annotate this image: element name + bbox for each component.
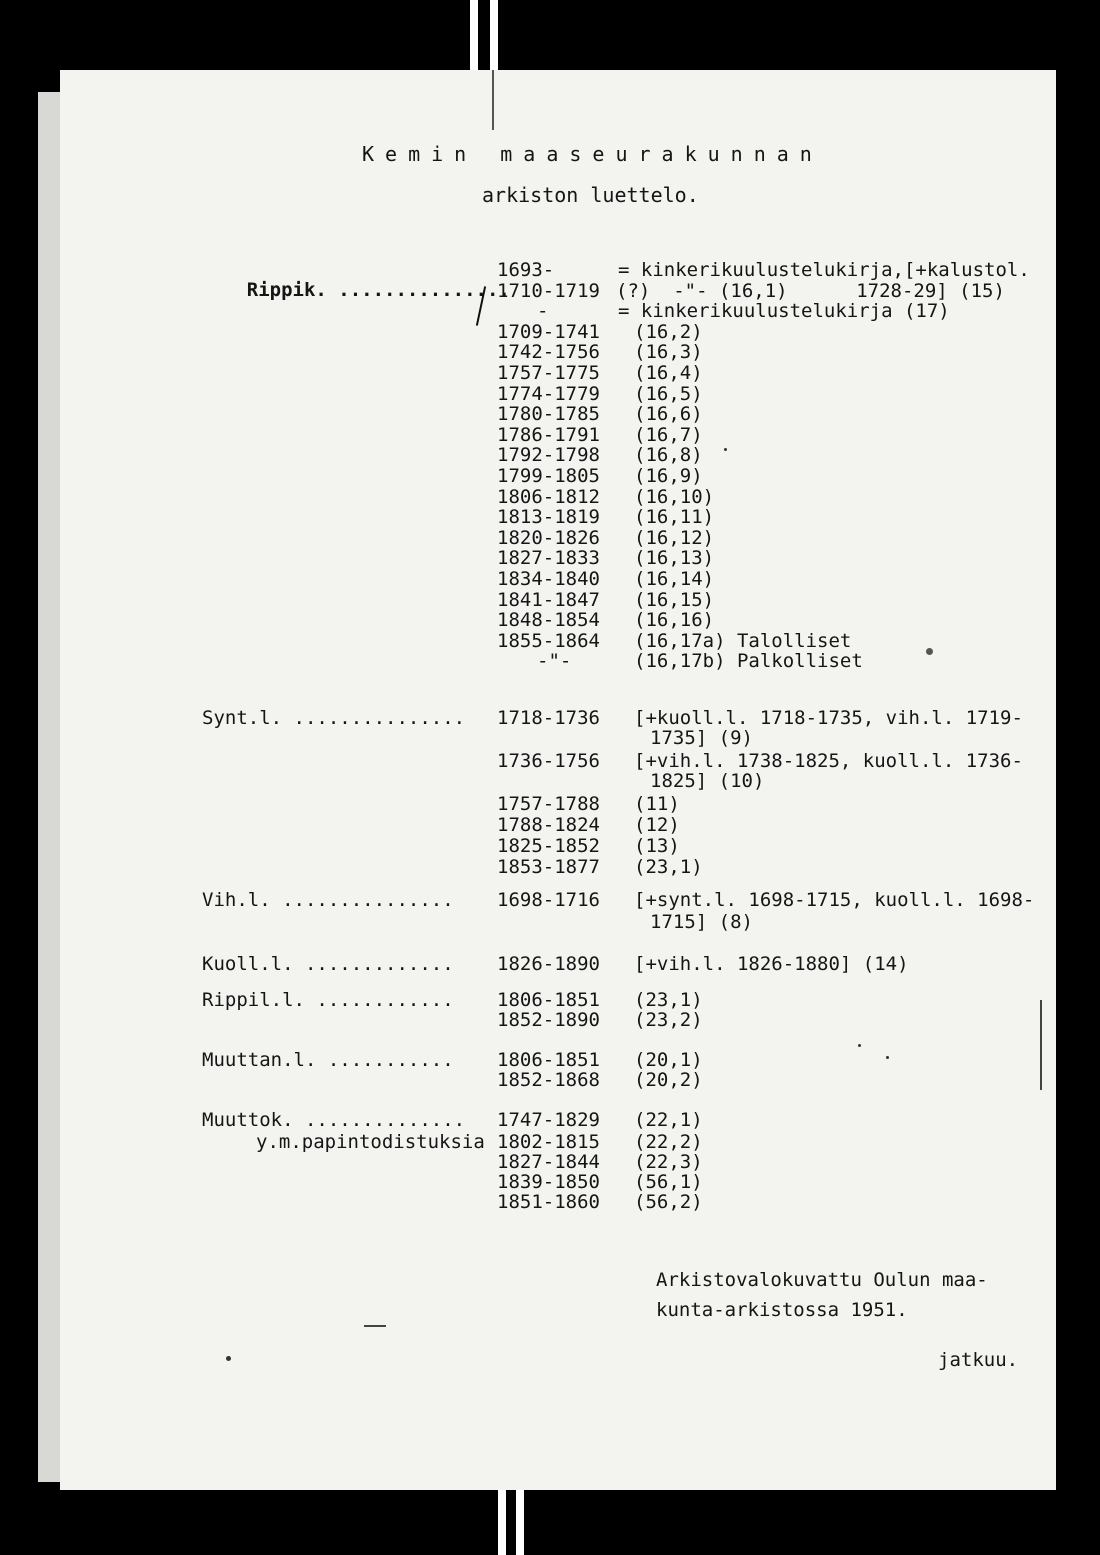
section-label-vih: Vih.l. ............... (202, 889, 454, 911)
muuttok-ref: (56,2) (634, 1191, 703, 1213)
page-subtitle: arkiston luettelo. (482, 183, 699, 207)
kuoll-years: 1826-1890 (497, 953, 600, 975)
ink-speck (724, 448, 727, 451)
rippik-ref: (16,3) (634, 341, 703, 364)
synt-years: 1718-1736 (497, 707, 600, 729)
rippik-ref: (16,17a) Talolliset (634, 629, 852, 652)
film-edge-top-right (490, 0, 498, 72)
rippik-years: 1786-1791 (497, 423, 600, 446)
rippik-ref: = kinkerikuulustelukirja (17) (618, 300, 950, 323)
ink-speck (226, 1356, 231, 1361)
rippik-years: 1855-1864 (497, 629, 600, 652)
kuoll-ref: [+vih.l. 1826-1880] (14) (634, 953, 909, 975)
rippik-ref: (16,9) (634, 465, 703, 487)
footer-note-line2: kunta-arkistossa 1951. (656, 1299, 908, 1321)
rippik-ref: (16,16) (634, 609, 715, 632)
synt-ref: (12) (634, 814, 680, 836)
rippik-years: 1806-1812 (497, 485, 600, 508)
muuttok-years: 1747-1829 (497, 1109, 600, 1131)
rippik-ref: (?) -"- (16,1) 1728-29] (15) (616, 279, 1005, 302)
rippik-years: 1774-1779 (497, 382, 600, 405)
rippik-years: 1834-1840 (497, 568, 600, 590)
muuttan-ref: (20,1) (634, 1049, 703, 1071)
synt-years: 1825-1852 (497, 835, 600, 857)
section-label-synt: Synt.l. ............... (202, 707, 466, 729)
rippik-ref: (16,17b) Palkolliset (634, 650, 863, 673)
muuttok-years: 1839-1850 (497, 1171, 600, 1193)
vih-years: 1698-1716 (497, 889, 600, 911)
ink-speck (926, 648, 933, 655)
muuttan-years: 1806-1851 (497, 1049, 600, 1071)
scratch-line (364, 1325, 386, 1327)
rippik-years: 1710-1719 (497, 279, 600, 302)
film-edge-bottom-right (516, 1486, 524, 1555)
archive-page (60, 70, 1056, 1490)
vih-ref: [+synt.l. 1698-1715, kuoll.l. 1698- (634, 889, 1035, 911)
rippik-years: - (537, 300, 549, 323)
muuttok-ref: (22,3) (634, 1151, 703, 1173)
rippik-years: 1813-1819 (497, 506, 600, 529)
synt-ref: (11) (634, 793, 680, 815)
rippil-ref: (23,2) (634, 1009, 703, 1031)
page-shadow-edge (38, 92, 62, 1482)
synt-ref-cont: 1735] (9) (650, 727, 753, 749)
synt-ref-cont: 1825] (10) (650, 770, 765, 792)
film-edge-top-left (470, 0, 478, 72)
vih-ref-cont: 1715] (8) (650, 911, 753, 933)
rippik-ref: (16,5) (634, 382, 703, 405)
ink-speck (886, 1056, 889, 1059)
muuttok-ref: (56,1) (634, 1171, 703, 1193)
rippik-ref: = kinkerikuulustelukirja,[+kalustol. (618, 259, 1030, 281)
synt-years: 1853-1877 (497, 856, 600, 878)
rippik-years: 1841-1847 (497, 588, 600, 611)
rippik-years: 1799-1805 (497, 465, 600, 487)
rippik-years: 1757-1775 (497, 362, 600, 384)
rippik-ref: (16,12) (634, 526, 715, 549)
rippik-years: 1827-1833 (497, 547, 600, 570)
rippik-years: -"- (537, 650, 572, 673)
synt-years: 1788-1824 (497, 814, 600, 836)
section-label-muuttok-cont: y.m.papintodistuksia (256, 1131, 485, 1153)
section-label-muuttok: Muuttok. .............. (202, 1109, 466, 1131)
scratch-line (492, 70, 494, 130)
section-label-rippil: Rippil.l. ............ (202, 989, 454, 1011)
muuttan-years: 1852-1868 (497, 1069, 600, 1091)
muuttok-years: 1802-1815 (497, 1131, 600, 1153)
rippik-ref: (16,10) (634, 485, 715, 508)
page-title: Kemin maaseurakunnan (362, 142, 823, 166)
rippil-years: 1852-1890 (497, 1009, 600, 1031)
muuttan-ref: (20,2) (634, 1069, 703, 1091)
rippik-years: 1780-1785 (497, 403, 600, 426)
rippik-ref: (16,15) (634, 588, 715, 611)
synt-ref: [+vih.l. 1738-1825, kuoll.l. 1736- (634, 750, 1023, 772)
rippik-ref: (16,4) (634, 362, 703, 384)
synt-years: 1757-1788 (497, 793, 600, 815)
rippik-ref: (16,6) (634, 403, 703, 426)
rippik-years: 1848-1854 (497, 609, 600, 632)
section-label-rippik: Rippik. ............... (246, 279, 510, 301)
rippil-years: 1806-1851 (497, 989, 600, 1011)
ink-speck (858, 1044, 861, 1047)
rippil-ref: (23,1) (634, 989, 703, 1011)
muuttok-ref: (22,2) (634, 1131, 703, 1153)
rippik-years: 1742-1756 (497, 341, 600, 364)
rippik-label: Rippik. (246, 279, 327, 301)
section-label-muuttan: Muuttan.l. ........... (202, 1049, 454, 1071)
footer-note-line1: Arkistovalokuvattu Oulun maa- (656, 1269, 988, 1291)
synt-ref: (13) (634, 835, 680, 857)
rippik-years: 1820-1826 (497, 526, 600, 549)
section-label-kuoll: Kuoll.l. ............. (202, 953, 454, 975)
rippik-years: 1693- (497, 259, 555, 281)
scratch-line (1040, 1000, 1042, 1090)
muuttok-years: 1851-1860 (497, 1191, 600, 1213)
muuttok-years: 1827-1844 (497, 1151, 600, 1173)
synt-years: 1736-1756 (497, 750, 600, 772)
continues-note: jatkuu. (938, 1349, 1019, 1371)
synt-ref: [+kuoll.l. 1718-1735, vih.l. 1719- (634, 707, 1023, 729)
rippik-ref: (16,2) (634, 320, 703, 343)
rippik-years: 1709-1741 (497, 320, 600, 343)
rippik-ref: (16,14) (634, 568, 715, 590)
muuttok-ref: (22,1) (634, 1109, 703, 1131)
synt-ref: (23,1) (634, 856, 703, 878)
rippik-ref: (16,7) (634, 423, 703, 446)
rippik-ref: (16,11) (634, 506, 715, 529)
rippik-ref: (16,8) (634, 444, 703, 467)
rippik-years: 1792-1798 (497, 444, 600, 467)
rippik-ref: (16,13) (634, 547, 715, 570)
film-edge-bottom-left (498, 1486, 506, 1555)
